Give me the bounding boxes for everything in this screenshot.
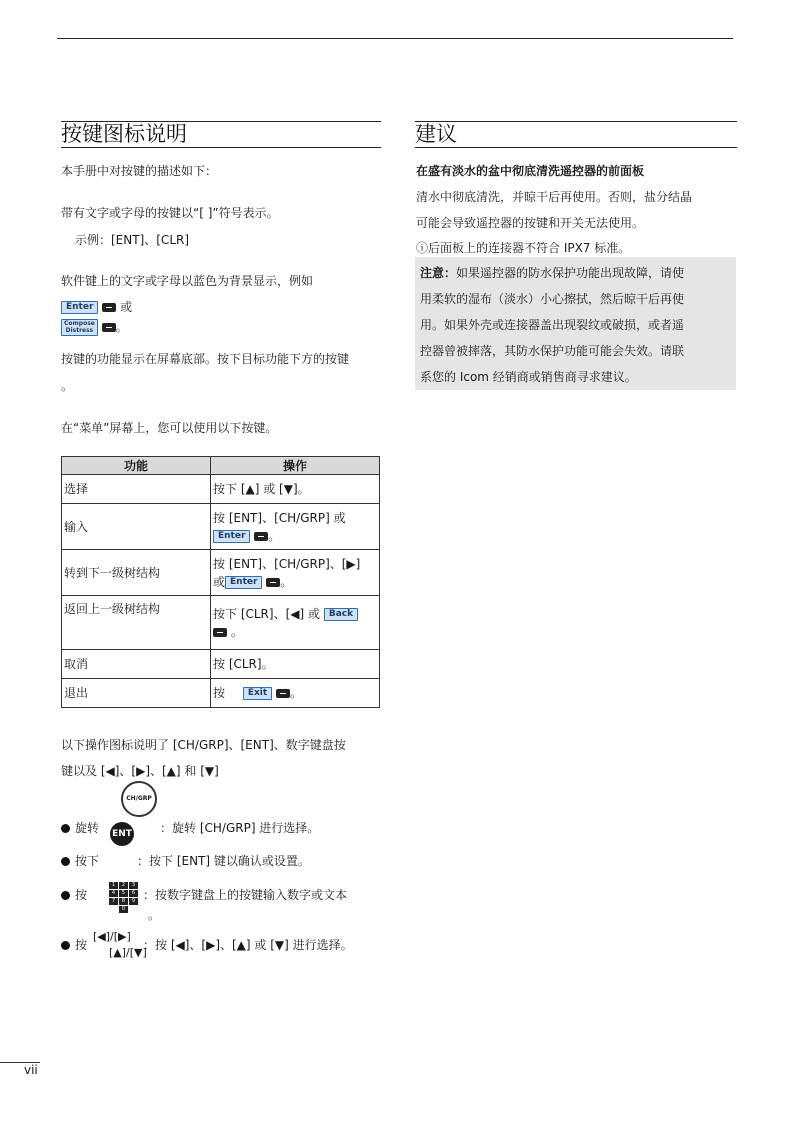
table-row (62, 596, 380, 650)
intro-text: 本手册中对按键的描述如下： (61, 164, 218, 178)
exit-soft-key: Exit (243, 687, 272, 700)
section-rule (415, 147, 737, 148)
bullet-keypad-text: ：按数字键盘上的按键输入数字或文本 (143, 888, 348, 902)
minus-key-icon (102, 303, 116, 312)
back-soft-key: Back (324, 608, 358, 621)
section-title-keys: 按键图标说明 (61, 122, 187, 146)
example-text: 示例：[ENT]、[CLR] (75, 233, 190, 247)
menu-desc: 在“菜单”屏幕上，您可以使用以下按键。 (61, 421, 278, 435)
table-row (62, 550, 380, 596)
bullet-rotate-text: ：旋转 [CH/GRP] 进行选择。 (160, 821, 320, 835)
caution-line: 控器曾被摔落，其防水保护功能可能会失效。请联 (420, 344, 685, 358)
bullet-icon (61, 941, 70, 950)
table-row (62, 504, 380, 550)
cell-func: 退出 (62, 679, 211, 708)
minus-key-icon (276, 689, 290, 698)
soft-key-example-row (61, 299, 132, 315)
header-function: 功能 (62, 457, 211, 475)
operations-table (61, 456, 380, 708)
cell-op: 按 Exit 。 (211, 679, 380, 708)
advice-subtitle: 在盛有淡水的盆中彻底清洗遥控器的前面板 (416, 164, 645, 178)
icon-desc: 以下操作图标说明了 [CH/GRP]、[ENT]、数字键盘按 (61, 738, 346, 752)
table-row (62, 475, 380, 504)
arrow-keys-bottom-icon: [▲]/[▼] (109, 946, 147, 959)
ch-grp-dial-icon: CH/GRP (121, 781, 157, 817)
enter-soft-key: Enter (213, 530, 250, 543)
cell-func: 选择 (62, 475, 211, 504)
or-text: 或 (120, 300, 133, 314)
top-rule (57, 38, 733, 39)
icon-desc-cont: 键以及 [◀]、[▶]、[▲] 和 [▼] (61, 764, 219, 778)
cell-op: 按 [ENT]、[CH/GRP]、[▶] 或 Enter 。 (211, 550, 380, 596)
cell-op: 按 [ENT]、[CH/GRP] 或 Enter 。 (211, 504, 380, 550)
section-rule (61, 147, 381, 148)
bullet-icon (61, 857, 70, 866)
minus-key-icon (266, 578, 280, 587)
caution-box (415, 257, 736, 390)
header-operation: 操作 (211, 457, 380, 475)
bullet-arrow-text: ：按 [◀]、[▶]、[▲] 或 [▼] 进行选择。 (143, 938, 353, 952)
bullet-press-text: ：按下 [ENT] 键以确认或设置。 (137, 854, 310, 868)
bullet-icon (61, 824, 70, 833)
section-title-advice: 建议 (415, 122, 457, 146)
table-row (62, 650, 380, 679)
bullet-icon (61, 891, 70, 900)
advice-info: ⓘ后面板上的连接器不符合 IPX7 标准。 (416, 241, 631, 255)
compose-key-example-row: Compose Distress 。 (61, 319, 128, 336)
minus-key-icon (254, 532, 268, 541)
arrow-keys-top-icon: [◀]/[▶] (93, 930, 131, 943)
cell-op: 按下 [CLR]、[◀] 或 Back 。 (211, 596, 380, 650)
enter-soft-key: Enter (61, 301, 98, 314)
enter-soft-key: Enter (225, 576, 262, 589)
func-desc-end: 。 (61, 379, 74, 393)
page-number: vii (24, 1063, 38, 1077)
advice-para-1: 清水中彻底清洗，并晾干后再使用。否则，盐分结晶 (416, 190, 693, 204)
bracket-desc: 带有文字或字母的按键以“[ ]”符号表示。 (61, 206, 279, 220)
soft-key-desc: 软件键上的文字或字母以蓝色为背景显示，例如 (61, 274, 314, 288)
cell-func: 取消 (62, 650, 211, 679)
advice-para-2: 可能会导致遥控器的按键和开关无法使用。 (416, 216, 645, 230)
ent-key-icon: ENT (110, 822, 134, 846)
caution-line: 用。如果外壳或连接器盖出现裂纹或破损，或者遥 (420, 318, 685, 332)
table-row (62, 679, 380, 708)
cell-func: 返回上一级树结构 (62, 596, 211, 650)
bullet-keypad: 按 (61, 887, 87, 903)
bullet-press: 按下 (61, 853, 99, 869)
caution-line: 用柔软的湿布（淡水）小心擦拭，然后晾干后再使 (420, 292, 685, 306)
caution-line: 注意：如果遥控器的防水保护功能出现故障，请使 (420, 266, 685, 280)
bullet-keypad-end: 。 (148, 908, 161, 922)
bullet-rotate: 旋转 (61, 820, 99, 836)
cell-func: 输入 (62, 504, 211, 550)
cell-func: 转到下一级树结构 (62, 550, 211, 596)
cell-op: 按下 [▲] 或 [▼]。 (211, 475, 380, 504)
section-rule (415, 121, 737, 122)
minus-key-icon (102, 323, 116, 332)
cell-op: 按 [CLR]。 (211, 650, 380, 679)
caution-line: 系您的 Icom 经销商或销售商寻求建议。 (420, 370, 637, 384)
keypad-icon: 1 2 3 4 5 6 7 8 9 0 (109, 882, 138, 913)
func-desc: 按键的功能显示在屏幕底部。按下目标功能下方的按键 (61, 352, 350, 366)
table-header-row (62, 457, 380, 475)
minus-key-icon (213, 628, 227, 637)
compose-distress-soft-key: Compose Distress (61, 319, 98, 336)
bullet-arrow: 按 (61, 937, 87, 953)
